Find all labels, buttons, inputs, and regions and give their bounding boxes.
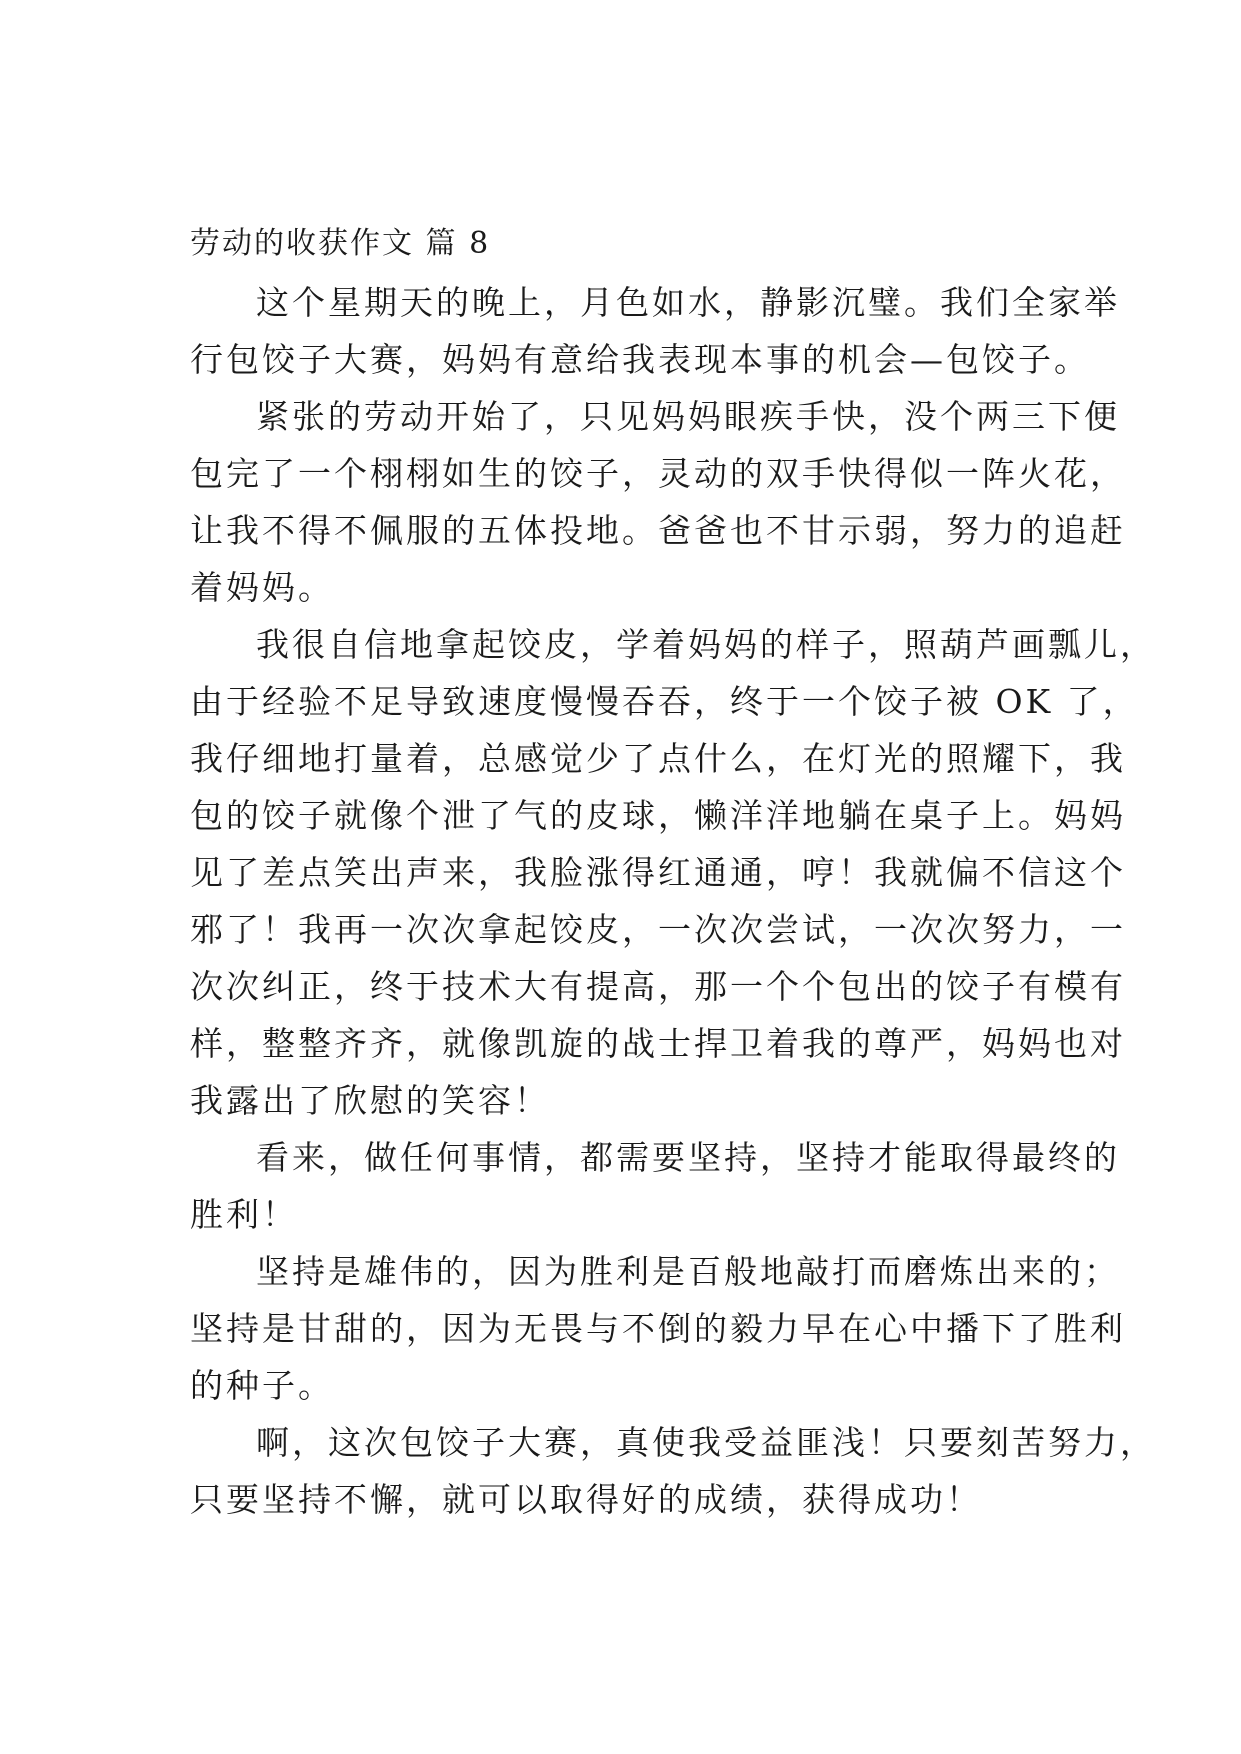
text-line: 坚持是甘甜的，因为无畏与不倒的毅力早在心中播下了胜利 xyxy=(190,1309,1126,1348)
text-line: 邪了！我再一次次拿起饺皮，一次次尝试，一次次努力，一 xyxy=(190,910,1126,949)
text-line: 我露出了欣慰的笑容！ xyxy=(190,1081,550,1120)
text-line: 这个星期天的晚上，月色如水，静影沉璧。我们全家举 xyxy=(256,283,1120,322)
text-line: 着妈妈。 xyxy=(190,568,334,607)
text-line: 行包饺子大赛，妈妈有意给我表现本事的机会—包饺子。 xyxy=(190,340,1090,379)
text-line: 次次纠正，终于技术大有提高，那一个个包出的饺子有模有 xyxy=(190,967,1126,1006)
text-line: 包的饺子就像个泄了气的皮球，懒洋洋地躺在桌子上。妈妈 xyxy=(190,796,1126,835)
text-line: 啊，这次包饺子大赛，真使我受益匪浅！只要刻苦努力， xyxy=(256,1423,1156,1462)
text-line: 见了差点笑出声来，我脸涨得红通通，哼！我就偏不信这个 xyxy=(190,853,1126,892)
document-body xyxy=(190,222,1156,1528)
text-line: 看来，做任何事情，都需要坚持，坚持才能取得最终的 xyxy=(256,1138,1120,1177)
text-line: 我很自信地拿起饺皮，学着妈妈的样子，照葫芦画瓢儿， xyxy=(256,625,1156,664)
text-line: 紧张的劳动开始了，只见妈妈眼疾手快，没个两三下便 xyxy=(256,397,1120,436)
document-title: 劳动的收获作文 篇 8 xyxy=(190,226,491,261)
essay-text xyxy=(190,274,1156,1528)
text-line: 只要坚持不懈，就可以取得好的成绩，获得成功！ xyxy=(190,1480,982,1519)
text-line: 由于经验不足导致速度慢慢吞吞，终于一个饺子被 OK 了， xyxy=(190,682,1139,721)
text-line: 胜利！ xyxy=(190,1195,298,1234)
text-line: 包完了一个栩栩如生的饺子，灵动的双手快得似一阵火花， xyxy=(190,454,1126,493)
text-line: 让我不得不佩服的五体投地。爸爸也不甘示弱，努力的追赶 xyxy=(190,511,1126,550)
text-line: 的种子。 xyxy=(190,1366,334,1405)
text-line: 我仔细地打量着，总感觉少了点什么，在灯光的照耀下，我 xyxy=(190,739,1126,778)
text-line: 样，整整齐齐，就像凯旋的战士捍卫着我的尊严，妈妈也对 xyxy=(190,1024,1126,1063)
text-line: 坚持是雄伟的，因为胜利是百般地敲打而磨炼出来的； xyxy=(256,1252,1120,1291)
